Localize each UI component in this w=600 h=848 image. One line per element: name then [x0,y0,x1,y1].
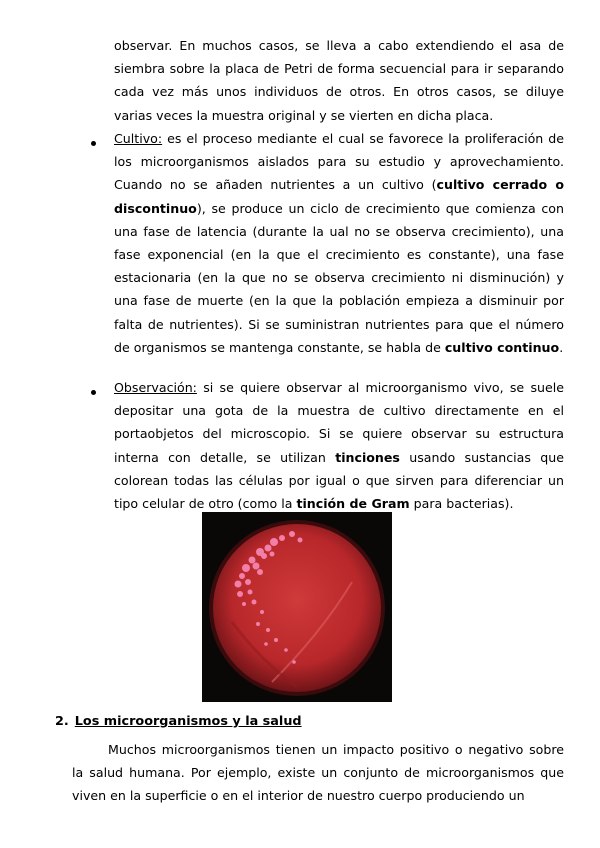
observacion-text-3: para bacterias). [409,496,514,512]
intro-paragraph: observar. En muchos casos, se lleva a cabo extendiendo el asa de siembra sobre la placa de Petri de forma secuencial para ir separando cada vez más unos individuos de otros. En otros casos, se diluye varias veces la muestra original y se vierten en dicha placa. [114,38,564,123]
term-observacion: Observación: [114,380,197,395]
petri-dish-illustration [202,512,392,702]
bullet-dot-observacion [91,390,96,395]
observacion-text-1: si se quiere observar al microorganismo vivo, se suele depositar una gota de la muestra de cultivo directamente en el portaobjetos del microscopio. Si se quiere observar su estructura interna con detalle, se utilizan [114,380,564,465]
bullet-observacion [114,376,564,515]
bullet-dot-cultivo [91,141,96,146]
agar-surface [213,524,381,692]
section-title [55,714,302,729]
bullet-cultivo [114,127,564,359]
section-number: 2. [55,714,69,729]
observacion-bold-1: tinciones [335,449,400,465]
section-paragraph: Muchos microorganismos tienen un impacto positivo o negativo sobre la salud humana. Por ejemplo, existe un conjunto de microorganismos que viven en la superficie o en el interior de nuestro cuerpo produciendo un [72,742,564,804]
cultivo-text-2: ), se produce un ciclo de crecimiento que comienza con una fase de latencia (durante la ual no se observa crecimiento), una fase exponencial (en la que el crecimiento es constante), una fase estacionaria (en la que no se observa crecimiento ni disminución) y una fase de muerte (en la que la población empieza a disminuir por falta de nutrientes). Si se suministran nutrientes para que el número de organismos se mantenga constante, se habla de [114,200,564,355]
term-cultivo: Cultivo: [114,131,163,146]
cultivo-text-1: es el proceso mediante el cual se favorece la proliferación de los microorganismos aislados para su estudio y aprovechamiento. Cuando no se añaden nutrientes a un cultivo ( [114,131,564,193]
section-title-text: Los microorganismos y la salud [74,714,302,729]
cultivo-bold-1: cultivo cerrado o discontinuo [114,177,564,216]
cultivo-bold-2: cultivo continuo [444,339,560,355]
petri-dish-photo [202,512,392,702]
observacion-text-2: usando sustancias que colorean todas las células por igual o que sirven para diferenciar un tipo celular de otro (como la [114,449,564,512]
observacion-bold-2: tinción de Gram [296,496,410,512]
cultivo-text-3: . [559,339,564,355]
